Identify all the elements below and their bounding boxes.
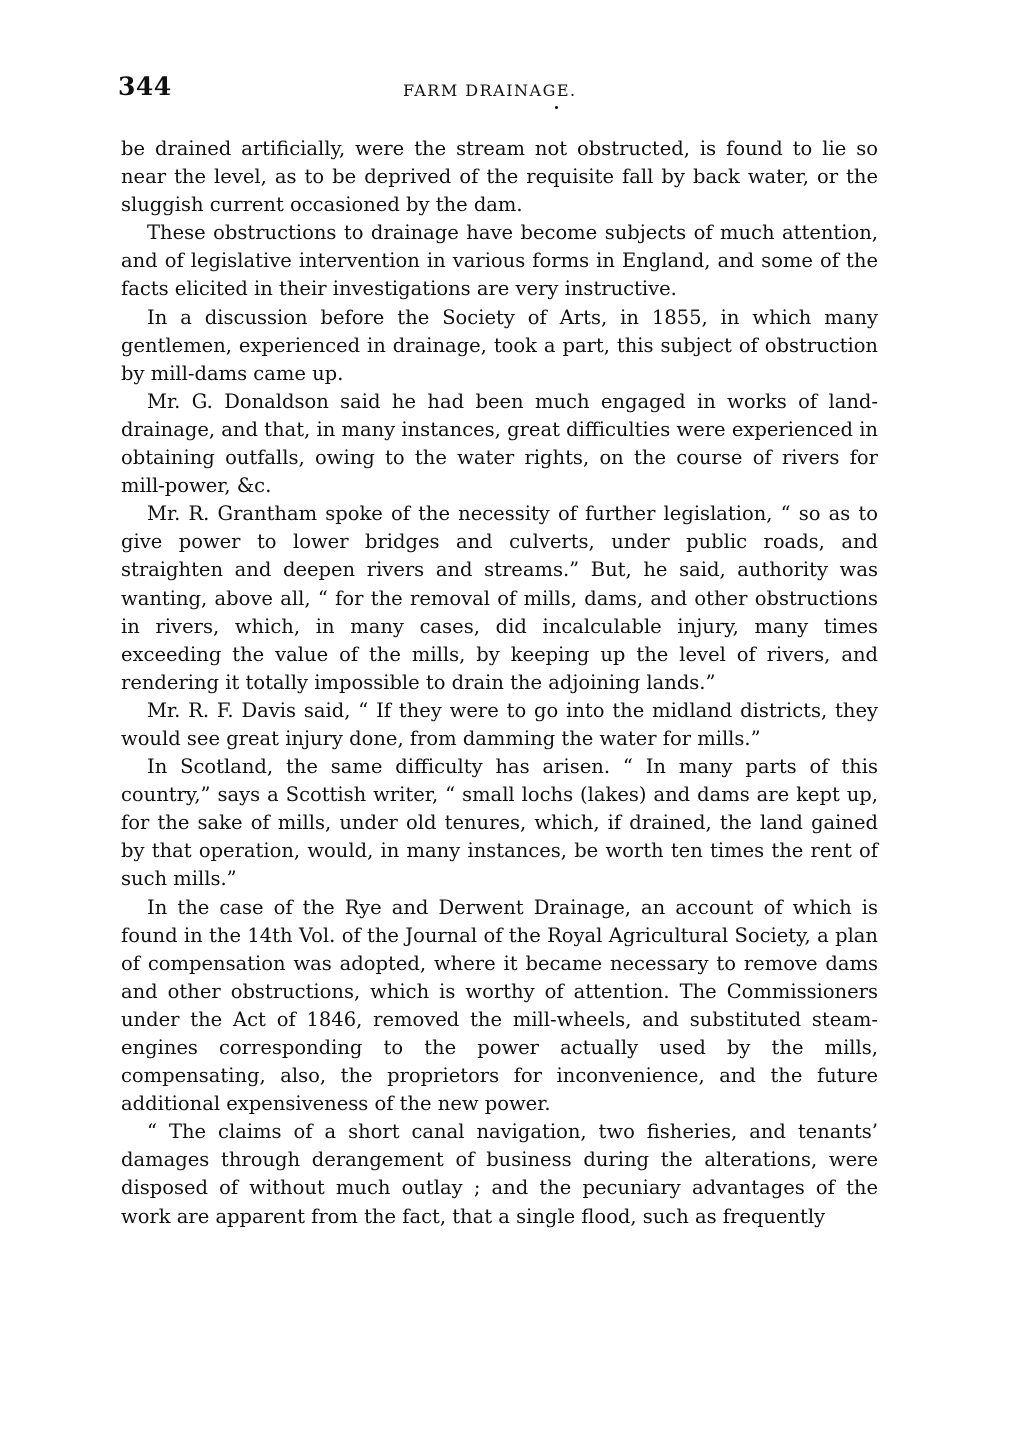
paragraph: Mr. R. F. Davis said, “ If they were to go into the midland districts, they would see great injury done, from damming the water for mills.” [121, 698, 878, 750]
page-number: 344 [118, 72, 172, 101]
paragraph: Mr. R. Grantham spoke of the necessity of further legislation, “ so as to give power to lower bridges and culverts, under public roads, and straighten and deepen rivers and streams.” But, he said, authority was wanting, above all, “ for the removal of mills, dams, and other obstructions in rivers, which, in many cases, did incalculable injury, many times exceeding the value of the mills, by keeping up the level of rivers, and rendering it totally impossible to drain the adjoining lands.” [121, 502, 878, 694]
paragraph: Mr. G. Donaldson said he had been much engaged in works of land-drainage, and that, in many instances, great difficulties were experienced in obtaining outfalls, owing to the water rights, on the course of rivers for mill-power, &c. [121, 389, 878, 498]
paragraph: “ The claims of a short canal navigation, two fisheries, and tenants’ damages through derangement of business during the alterations, were disposed of without much outlay ; and the pecuniary advantages of the work are apparent from the fact, that a single flood, such as frequently [121, 1120, 878, 1228]
paragraph: In a discussion before the Society of Arts, in 1855, in which many gentlemen, experienced in drainage, took a part, this subject of obstruction by mill-dams came up. [121, 305, 878, 385]
page-header [118, 72, 878, 112]
paragraph: In the case of the Rye and Derwent Drainage, an account of which is found in the 14th Vol. of the Journal of the Royal Agricultural Society, a plan of compensation was adopted, where it became necessary to remove dams and other obstructions, which is worthy of attention. The Commissioners under the Act of 1846, removed the mill-wheels, and substituted steam-engines corresponding to the power actually used by the mills, compensating, also, the proprietors for inconvenience, and the future additional expensiveness of the new power. [121, 895, 878, 1116]
header-dot [555, 106, 558, 109]
running-head: FARM DRAINAGE. [403, 81, 577, 100]
paragraph-continued: be drained artificially, were the stream not obstructed, is found to lie so near the level, as to be deprived of the requisite fall by back water, or the sluggish current occasioned by the dam. [121, 137, 878, 217]
paragraph: These obstructions to drainage have become subjects of much attention, and of legislative intervention in various forms in England, and some of the facts elicited in their investigations are very instructive. [121, 221, 878, 301]
paragraph: In Scotland, the same difficulty has arisen. “ In many parts of this country,” says a Scottish writer, “ small lochs (lakes) and dams are kept up, for the sake of mills, under old tenures, which, if drained, the land gained by that operation, would, in many instances, be worth ten times the rent of such mills.” [121, 755, 878, 891]
body-text [121, 135, 878, 1231]
